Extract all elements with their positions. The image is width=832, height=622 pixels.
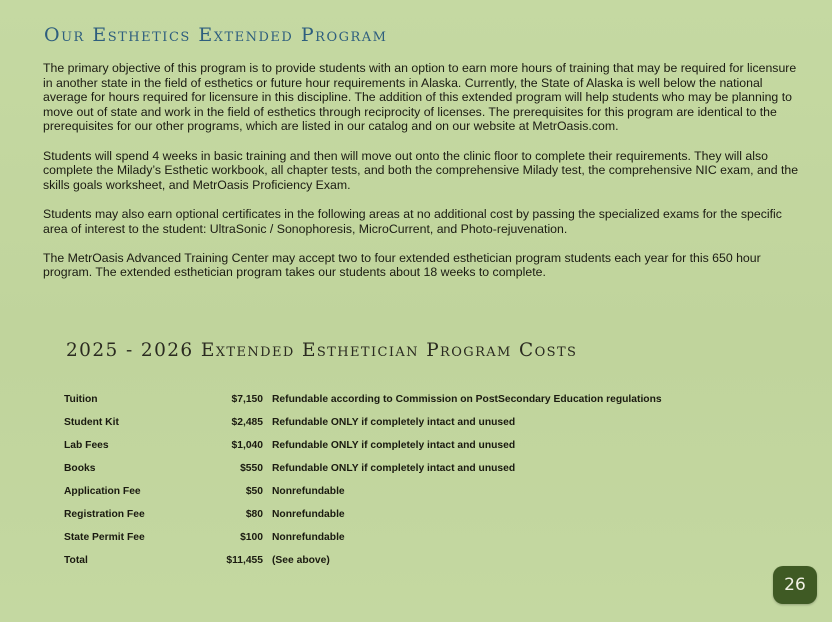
- cost-row-tuition: [64, 388, 744, 411]
- cost-row-lab-fees: [64, 434, 744, 457]
- cost-table: [64, 388, 744, 572]
- paragraph-enrollment: The MetrOasis Advanced Training Center may accept two to four extended esthetician program students each year for this 650 hour program. The extended esthetician program takes our students about 18 weeks to complete.: [43, 250, 761, 280]
- cost-label: Tuition: [64, 394, 98, 405]
- cost-note: Refundable ONLY if completely intact and unused: [272, 440, 516, 451]
- cost-amount: $2,485: [231, 417, 263, 428]
- cost-label: Total: [64, 555, 88, 566]
- paragraph-training: Students will spend 4 weeks in basic training and then will move out onto the clinic floor to complete their requirements. They will also complete the Milady’s Esthetic workbook, all chapter tests, and both the comprehensive Milady test, the comprehensive NIC exam, and the skills goals worksheet, and MetrOasis Proficiency Exam.: [43, 148, 799, 192]
- cost-amount: $50: [245, 486, 263, 497]
- cost-note: (See above): [272, 555, 330, 566]
- cost-amount: $11,455: [226, 555, 263, 566]
- program-description: [43, 61, 803, 295]
- section-title: Our Esthetics Extended Program: [44, 24, 388, 46]
- cost-note: Refundable ONLY if completely intact and unused: [272, 417, 516, 428]
- cost-amount: $1,040: [231, 440, 263, 451]
- cost-label: Student Kit: [64, 417, 119, 428]
- paragraph-certificates: Students may also earn optional certificates in the following areas at no additional cost by passing the specialized exams for the specific area of interest to the student: UltraSonic / Sonophoresis, MicroCurrent, and Photo-rejuvenation.: [43, 206, 782, 236]
- cost-row-state-permit-fee: [64, 526, 744, 549]
- page-number-badge: 26: [773, 566, 817, 604]
- cost-label: Books: [64, 463, 96, 474]
- cost-label: State Permit Fee: [64, 532, 145, 543]
- cost-label: Application Fee: [64, 486, 141, 497]
- cost-amount: $550: [240, 463, 263, 474]
- cost-amount: $100: [240, 532, 263, 543]
- cost-row-books: [64, 457, 744, 480]
- cost-label: Registration Fee: [64, 509, 145, 520]
- cost-row-total: [64, 549, 744, 572]
- cost-amount: $80: [245, 509, 263, 520]
- cost-row-application-fee: [64, 480, 744, 503]
- cost-amount: $7,150: [231, 394, 263, 405]
- cost-note: Nonrefundable: [272, 532, 345, 543]
- cost-row-registration-fee: [64, 503, 744, 526]
- cost-note: Refundable according to Commission on PostSecondary Education regulations: [272, 394, 662, 405]
- cost-label: Lab Fees: [64, 440, 109, 451]
- paragraph-objective: The primary objective of this program is to provide students with an option to earn more hours of training that may be required for licensure in another state in the field of esthetics or future hour requirements in Alaska. Currently, the State of Alaska is well below the national average for hours required for licensure in this discipline. The addition of this extended program will help students who may be planning to move out of state and work in the field of esthetics through reciprocity of licenses. The prerequisites for this program are identical to the prerequisites for our other programs, which are listed in our catalog and on our website at MetrOasis.com.: [43, 61, 797, 134]
- cost-note: Nonrefundable: [272, 509, 345, 520]
- cost-note: Refundable ONLY if completely intact and unused: [272, 463, 516, 474]
- costs-title: 2025 - 2026 Extended Esthetician Program Costs: [66, 340, 578, 361]
- cost-note: Nonrefundable: [272, 486, 345, 497]
- cost-row-student-kit: [64, 411, 744, 434]
